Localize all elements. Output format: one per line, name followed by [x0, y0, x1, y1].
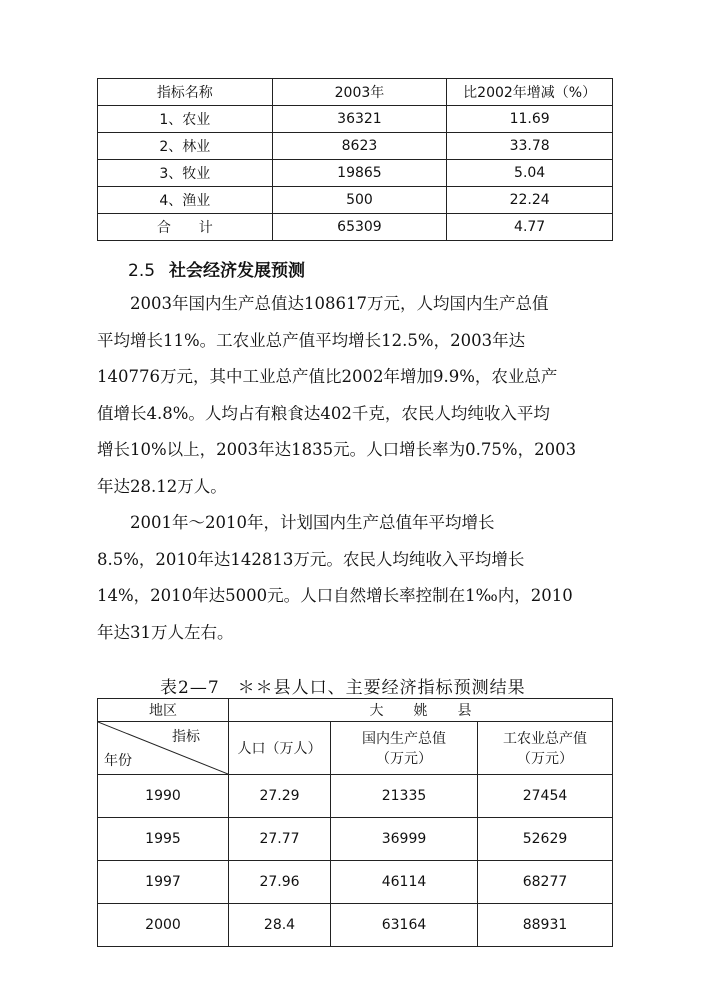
table-header-row: [98, 79, 613, 106]
cell: 1、农业: [98, 106, 273, 133]
cell: 36999: [331, 818, 478, 861]
cell: 63164: [331, 904, 478, 947]
cell: 27.96: [229, 861, 331, 904]
diagonal-header-cell: [98, 722, 229, 775]
table-row: [98, 775, 613, 818]
cell: 22.24: [447, 187, 613, 214]
region-name: 大姚县: [369, 703, 502, 719]
forecast-table: [97, 698, 613, 947]
cell: 27454: [477, 775, 612, 818]
table-row: [98, 106, 613, 133]
text-line: 值增长4.8%。人均占有粮食达402千克，农民人均纯收入平均: [97, 403, 550, 423]
table-header-row: [98, 699, 613, 722]
cell: 1990: [98, 775, 229, 818]
cell: 4、渔业: [98, 187, 273, 214]
cell: 2000: [98, 904, 229, 947]
paragraph-2: [97, 505, 617, 651]
header-indicator-name: 指标名称: [98, 79, 273, 106]
table-row: [98, 818, 613, 861]
table-row: [98, 904, 613, 947]
region-value: [229, 699, 613, 722]
section-heading: [128, 256, 305, 281]
text-line: 8.5%，2010年达142813万元。农民人均纯收入平均增长: [97, 549, 525, 569]
cell: 1995: [98, 818, 229, 861]
cell: 19865: [272, 160, 447, 187]
cell: 4.77: [447, 214, 613, 241]
cell: 8623: [272, 133, 447, 160]
text-line: 年达28.12万人。: [97, 476, 227, 496]
cell: 65309: [272, 214, 447, 241]
header-industrial-agricultural-output: 工农业总产值（万元）: [477, 722, 612, 775]
text-line: 2003年国内生产总值达108617万元，人均国内生产总值: [97, 294, 549, 313]
header-gdp: 国内生产总值（万元）: [331, 722, 478, 775]
table-row: [98, 861, 613, 904]
agriculture-output-table: [97, 78, 613, 241]
cell: 88931: [477, 904, 612, 947]
text-line: 增长10%以上，2003年达1835元。人口增长率为0.75%，2003: [97, 440, 577, 459]
cell: 5.04: [447, 160, 613, 187]
text-line: 2001年～2010年，计划国内生产总值年平均增长: [97, 513, 495, 532]
table-row: [98, 187, 613, 214]
text-line: 年达31万人左右。: [97, 622, 234, 642]
header-change: 比2002年增减（%）: [447, 79, 613, 106]
table-caption: 表2—7 ＊＊县人口、主要经济指标预测结果: [160, 678, 526, 698]
text-line: 平均增长11%。工农业总产值平均增长12.5%，2003年达: [97, 330, 526, 350]
region-label: 地区: [98, 699, 229, 722]
cell: 21335: [331, 775, 478, 818]
indicator-label: 指标: [172, 729, 200, 745]
paragraph-1: [97, 286, 617, 505]
cell: 合 计: [98, 214, 273, 241]
cell: 46114: [331, 861, 478, 904]
table-row: [98, 133, 613, 160]
cell: 3、牧业: [98, 160, 273, 187]
cell: 33.78: [447, 133, 613, 160]
cell: 27.29: [229, 775, 331, 818]
cell: 1997: [98, 861, 229, 904]
cell: 500: [272, 187, 447, 214]
cell: 28.4: [229, 904, 331, 947]
table-row: [98, 160, 613, 187]
year-label: 年份: [104, 753, 132, 769]
cell: 27.77: [229, 818, 331, 861]
cell: 2、林业: [98, 133, 273, 160]
cell: 11.69: [447, 106, 613, 133]
text-line: 140776万元，其中工业总产值比2002年增加9.9%，农业总产: [97, 367, 558, 386]
table-header-row: [98, 722, 613, 775]
section-title: 社会经济发展预测: [169, 261, 306, 281]
cell: 68277: [477, 861, 612, 904]
cell: 36321: [272, 106, 447, 133]
text-line: 14%，2010年达5000元。人口自然增长率控制在1‰内，2010: [97, 586, 573, 605]
table-total-row: [98, 214, 613, 241]
header-population: 人口（万人）: [229, 722, 331, 775]
header-2003: 2003年: [272, 79, 447, 106]
section-number: 2.5: [128, 261, 156, 281]
cell: 52629: [477, 818, 612, 861]
